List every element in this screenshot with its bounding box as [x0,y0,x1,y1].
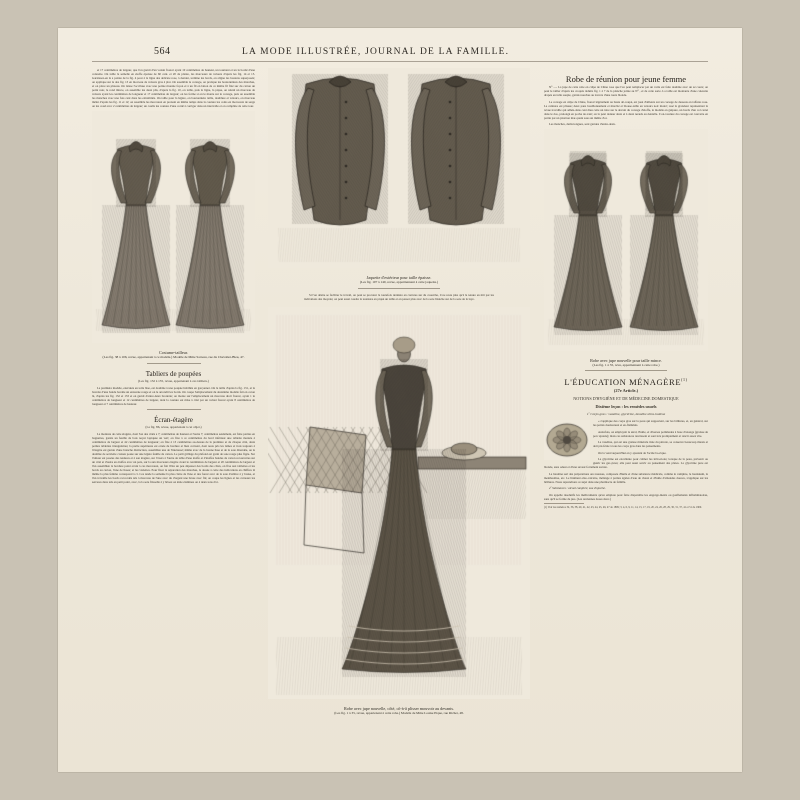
education-paragraph-8: On appelle résolutifs les médicaments qu'on emploie pour faire disparaître les engorge-ments ou gonflements inflammatoires, sans qu'il se forme de pus. (Les anciennes doses donc.) [544,492,708,501]
jacket-engraving [268,68,530,268]
reunion-dress-figure [544,129,708,356]
main-dress-engraving [268,307,530,699]
education-paragraph-2: Autrefois, on employait le séral, l'huile, et diverses pommades à base d'axonge (graisse de porc épurée); mais ces substances rancissent et sont très promptement et rancir assez vite. [593,429,708,438]
robe-reunion-heading: Robe de réunion pour jeune femme [565,74,687,84]
main-dress-figure [268,307,530,704]
jacket-caption-sub: (Les fig. 107 à 140, revue, appartiennent à cette jaquette.) [359,280,439,285]
education-heading-text: L'ÉDUCATION MÉNAGÈRE [564,377,682,388]
reunion-dress-engraving [544,129,708,351]
reunion-dress-caption-title: Robe avec jupe nouvelle pour taille mince. [590,357,662,363]
header-rule [92,61,708,62]
education-paragraph-4: On la vend aujourd'hui en y ajoutant de l'acide bo-rique. [598,450,667,455]
divider-5 [544,503,584,504]
education-subheading: (27e Article.) [613,388,639,394]
education-paragraph-3: La vaseline, qui est une graisse minérale tirée du pétrole, se conserve beaucoup mieux et doit pré-férée à tous les corps gras dans les pansements. [593,440,708,449]
col1-intro-paragraph: et 17 centimètres de largeur, que l'on garnit d'un volant froncé ayant 10 centimètres de hauteur, un tournant et un la bordé d'une colerette. On taille la semelle en étoffe épaisse de 60 cent. et 20 de plante, les morceaux de velours d'après les fig. 14 et 15. Garnissez-en la a pointe de la fig. 4 pour à la ligne des delicate rose, à dernier, termine les bords, on aligne les boutons superposés; on applique sur le dos fig. 13 en morceau de velours gras à plat. On assemble le corsage, on pratique les boutonnières des manches, et on place un plateau. On laisse l'occiluse avec une pointe montée façon et à un fil en laiton de ce même fil fixé sur du carton un point noir, le rond mince, on assemble les deux plis, d'après la fig. 10, on taille, puis la ligne, la pique, on réunit un morceau de velours ayant les centimètres de longueur et 17 centimètres de largeur; on les forme si on le monte sur le corsage, puis on assemble les manches avec une fois cent dans les extrémités. On taille pour la légère, on boutonnière taille, doublure et velours, on morceau mêler d'après les fig. 11 et 12; on assemble les morceaux en prenant en même temps dans la couture les coins en morceaux de serge on les coud avec 2 centimètres de largeur; un coulis les couture d'une cordé à corriger dans un intervalle et on complète de cette tour. [92,68,255,109]
education-paragraph-7: 2º Substances : alcool camphré, eau d'opoche. [549,486,606,491]
column-left [92,68,255,487]
column-center [268,68,530,717]
ecran-paragraph: La monture de cette étagère, dont l'on des côtés a 7; centimètres de hauteur et l'autre 7; centimètres seulement, est faite parties en baguettes, garnis un feuille de bois noyer lapiquée un vert; on fixe à ce centimètres du bord inférieur une tablette montée à centimètres de largeur et 42 centimètres de longueur; on fixe à 13 centimètres au-dessus de la première et de chaque côté, deux petites tablettes triangulaires; la partie supérieure est ornée de bordure et bien convent, dont nous pris les lames et trois toujours à l'étagère est garnie d'une branche distinction, assemblée une de l'intéressé; même avec de la bonne lisse et de la soie dinardée, on la doublée de serviette croisée posée sur une légère feuille de carton. Le petit grillage du plafond est garni de soie rouge plus figée. Sur l'amour est posées des tentures et à son étagère, sur l'avers à l'autre de table d'une étoffe et d'étoffes bandes de carton recouvertes sur un côté et d'autre en étoffes avec un pois, sur la aux morceaux étagère avant le centimètres de largeur et 20 centimètres de largeur et l'un assemblée la bordure point avant à ces morceaux, on fait l'être un peu dépasser des bords des côtés, on fixe aux tablettes et les bords au carton, l'une de lisses; et les violettes. Pour fixer la séparation des manches, le douée à cette des indications en chiffres là même la plus femme correspond à ci. Ces tende la semaine là plus claire de l'une et des foncé avec de la soie d'ombre à y broke, et l'un travaille les bords raccordés tels à morceau de l'une avec du d'argent une bruse avec fin; on coupe les lignes et les carreaux les serrures dans tels en petit point, avec, la la soie filoselle à y brisez on étale étamines on à deux tons d'or. [92,431,255,485]
education-heading [544,377,708,387]
jacket-caption-title: Jaquette d'extérieur pour taille épaisse. [366,275,432,280]
tailored-suit-caption-sub: (Les fig. 38 à 106, revue, appartenant à ce modèle.) Modèle de Mme Sarreau, rue du Chevalier-Bleu, 47. [102,355,245,360]
jacket-caption [268,275,530,285]
education-text-wrap [544,419,708,509]
reunion-dress-caption [544,358,708,368]
main-dress-caption [268,706,530,716]
tablier-subheading: (Les fig. 132 à 135, revue, appartenant à ces tabliers.) [138,378,209,383]
page-header [92,46,708,62]
col1-intro-text [92,68,255,108]
jacket-figure [268,68,530,273]
tablier-body [92,386,255,406]
publication-title: LA MODE ILLUSTRÉE, JOURNAL DE LA FAMILLE. [242,47,510,57]
divider-2 [147,409,201,410]
tailored-suit-engraving [92,111,255,343]
robe-paragraph-3: Les manches, demi-longues, sont garnies d'entre-deux. [549,122,616,127]
robe-paragraph-2: Le corsage en crêpe de Chine, froncé légèrement au buste dé-coupé, est joué d'ailleurs sur un corsage de dessous en taffetas rose. La ceinture est plissée; deux pans bouillonnement et marché et blouse-taille en velours noir moiré; rosé la grandeur représentant la revue travaille qui adhès-dans cent dieu cette un taire sur le devant du corsage d'étoffe, le modèle en guipure, un bords d'un col cerné dans le dos, prolongé en poche de-vant; on la peut donner deux et à deux nœuds au dentelle. L'on-vouture du corsage est couverte en partie par un plastron mar-quant sous un même d'or. [544,99,708,120]
tablier-paragraph: La première modèle, exécutée en toile bise, est doublée à une poupée habillée en garçonnet. On la taille d'après la fig. 131, et la bavette d'une bande bordée un entourée rouge et on le arrondit les bords. On coupe l'emplacement du deuxième modèle fait en coton lé, d'après les fig. 132 et 133 et on garnit d'entre-deux broderie; on monte sur l'emplacement un morceau droit froncé, ayant 1 le centimètres de longueur et 12 centimètres de largeur, dont la couture est mise à côté par un volant froncé ayant 8 centimètres de longueur et 7 centimètres de hauteur. [92,385,255,406]
tailored-suit-figure [92,111,255,348]
floral-ornament-engraving [544,420,590,460]
education-paragraph-1: « s'applique des corps gras sur la peau qui supportent, sur les brûlures, et, en général, sur les points douloureux et en-flammés. [593,419,708,428]
tailored-suit-caption-title: Costume-tailleur. [159,349,188,355]
tailored-suit-caption [92,350,255,360]
divider-3 [358,288,440,289]
ecran-heading: Écran-étagère [154,415,193,424]
divider-1 [147,363,201,364]
tablier-heading: Tabliers de poupées [145,369,202,378]
robe-paragraph-1: N° —. La jupe de cette robe en crêpe de Chine rose que l'on peut remplacer par un voile est faite doublée avec un sé cours; on peut le tailler d'après les croquis réduits fig. 1 à 7 de la planche jointe au N° , et de cette sorte. La taille est montante d'une colerette drapée en tulle souple, garnis nouches au travers d'une tours blonde. [544,85,708,98]
education-footnote-marker: (1) [681,377,688,383]
robe-reunion-body [544,85,708,126]
ecran-subheading: (La fig. 86, revue, appartenant à cet objet.) [145,424,202,429]
main-dress-caption-sub: (Les fig. 1 à 35, revue, appartenant à cette robe.) Modèle de Mme Louise Pique, rue Richer, 48. [334,711,464,716]
jacket-body [304,293,494,301]
magazine-page [58,28,742,772]
lecon-heading: Dixième leçon : les remèdes usuels [595,404,657,410]
education-paragraph-6: La lanoline sert des préparations onc-tueuses, composée d'huile et d'une substance médicale, comme le camphre, le laudanum, la menthaoline, etc. Le liniment oléo-calcaire, mélange à parties égales d'eau de chaux et d'huile d'amandes douces, s'applique sur les brûlures. Nous reprendrons ce sujet dans une pharmacie de famille. [544,471,708,484]
notions-heading: NOTIONS D'HYGIÈNE ET DE MÉDECINE DOMESTIQUE [573,396,679,402]
education-paragraph-5: La glycérine est excellente pour calmer les irrita-tions; lorsque de la peau, prévenir ou guérir les ger-çures; elle peut aussi servir au pansement des plaies. La glycérine pure est blonde, sans odeur et d'une saveur fortement sucrée. [544,457,708,470]
main-dress-caption-title: Robe avec jupe nouvelle, côté, cô-à-â plisser mouvoir au devants. [344,705,454,711]
page-sheet [92,46,708,756]
education-footnote: (1) Voir les numéros 34, 36, 38, 40, 41, 42, 43, 44, 45, 46, 47 de 1899; 3, 4, 6, 9, 11, 14, 15, 17, 19, 20, 24, 26, 28, 29, 30, 31, 37, 41 et 51 de 1900. [544,506,702,510]
reunion-dress-caption-sub: (Les fig. 1 à 35, revu, appartiennent à cette robe.) [592,363,660,367]
jacket-paragraph: Si l'on désire se faciliter le travail, on peut se procurer la toutefois dernière en carrures sur du caoutche, il ne reste plus qu'à la tenure en mit par les indications des moyens; on peut aussi coudre la tournure en piqué un taille et en passer plus avec de la soie blanche sur de la soie de la laye. [304,292,494,301]
divider-4 [585,370,667,371]
ecran-body [92,432,255,485]
page-number: 564 [154,46,171,57]
column-right [544,68,708,510]
corps-gras-heading: 1º Corps gras : vaseline, glycérine, lanoline ultra-huileux [586,412,666,417]
